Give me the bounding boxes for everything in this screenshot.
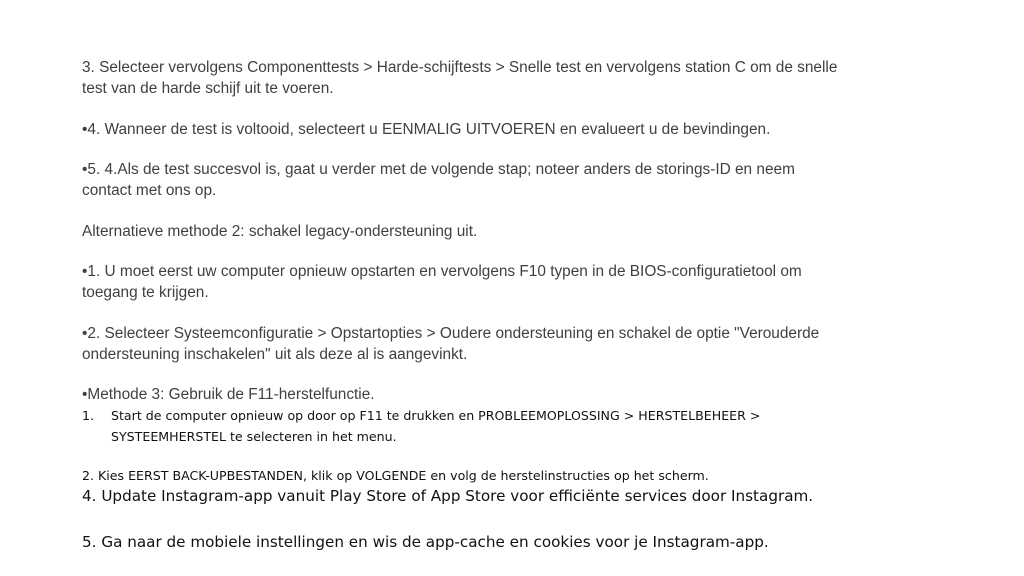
paragraph-step-5-test-result: •5. 4.Als de test succesvol is, gaat u verder met de volgende stap; noteer anders de storings-ID en neem contact met ons op. (82, 161, 795, 199)
paragraph-bios-step-1: •1. U moet eerst uw computer opnieuw opstarten en vervolgens F10 typen in de BIOS-configuratietool om toegang te krijgen. (82, 263, 802, 301)
paragraph-step-3-component-tests: 3. Selecteer vervolgens Componenttests > Harde-schijftests > Snelle test en vervolgens station C om de snelle test van de harde schijf uit te voeren. (82, 59, 838, 97)
paragraph-alternative-method-2: Alternatieve methode 2: schakel legacy-ondersteuning uit. (82, 222, 478, 240)
list-item (82, 405, 851, 447)
paragraph-choose-backup: 2. Kies EERST BACK-UPBESTANDEN, klik op VOLGENDE en volg de herstelinstructies op het scherm. (82, 468, 709, 483)
paragraph-clear-cache: 5. Ga naar de mobiele instellingen en wis de app-cache en cookies voor je Instagram-app. (82, 533, 769, 551)
list-item-text: Start de computer opnieuw op door op F11 te drukken en PROBLEEMOPLOSSING > HERSTELBEHEER > SYSTEEMHERSTEL te selecteren in het menu. (111, 408, 761, 444)
paragraph-bios-step-2: •2. Selecteer Systeemconfiguratie > Opstartopties > Oudere ondersteuning en schakel de optie "Verouderde ondersteuning inschakelen" uit als deze al is aangevinkt. (82, 324, 820, 363)
paragraph-update-instagram: 4. Update Instagram-app vanuit Play Store of App Store voor efficiënte services door Instagram. (82, 487, 814, 505)
paragraph-step-4-run-once: •4. Wanneer de test is voltooid, selecteert u EENMALIG UITVOEREN en evalueert u de bevindingen. (82, 120, 771, 138)
slide-content (82, 57, 842, 553)
list-item-number: 1. (82, 408, 95, 423)
paragraph-method-3: •Methode 3: Gebruik de F11-herstelfunctie. (82, 386, 375, 403)
numbered-list (82, 405, 842, 447)
